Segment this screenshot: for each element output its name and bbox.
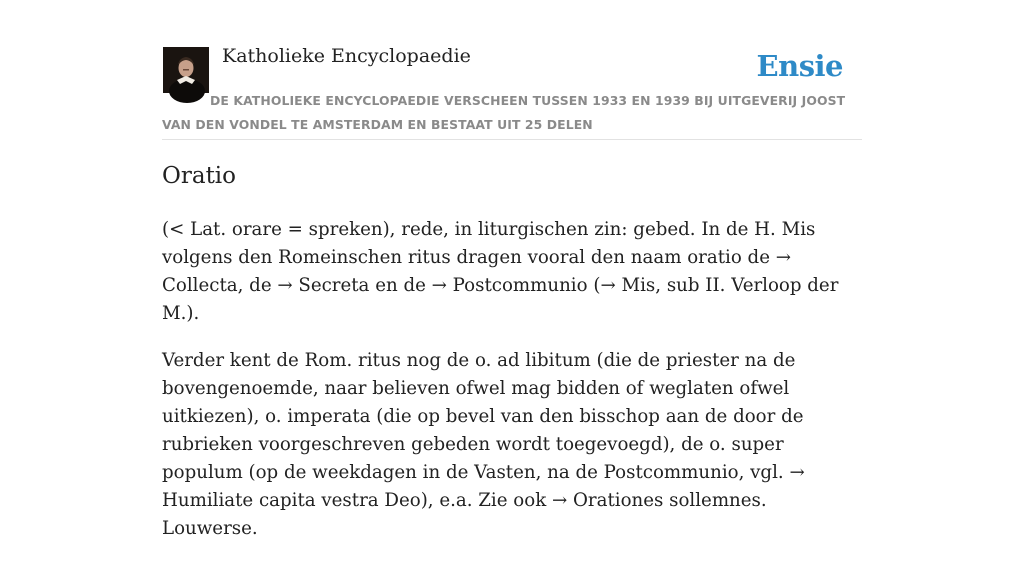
paragraph-text: ), e.a. Zie ook [420,490,552,511]
paragraph-text: en de [369,275,432,296]
crossref-link-orationes[interactable]: → Orationes sollemnes [552,490,761,511]
paragraph-text: , de [237,275,278,296]
paragraph-text: . Louwerse. [162,490,767,539]
article-paragraph [162,216,864,328]
article-paragraph [162,347,864,543]
article-headword: Oratio [162,163,237,189]
crossref-link-mis[interactable]: → Mis [600,275,656,296]
paragraph-text: (< Lat. orare = spreken), rede, in liturgischen zin: gebed. In de H. Mis volgens den Romeinschen ritus dragen vooral den naam oratio de [162,219,816,268]
portrait-avatar-icon[interactable] [163,47,209,93]
crossref-link-collecta[interactable]: → Collecta [162,247,791,296]
paragraph-text: , sub II. Verloop der M.). [162,275,839,324]
paragraph-text: ( [587,275,601,296]
article-body [162,216,864,562]
brand-logo[interactable]: Ensie [756,49,843,83]
divider [162,139,862,140]
encyclopedia-description: DE KATHOLIEKE ENCYCLOPAEDIE VERSCHEEN TUSSEN 1933 EN 1939 BIJ UITGEVERIJ JOOST VAN DEN VONDEL TE AMSTERDAM EN BESTAAT UIT 25 DELEN [162,93,846,132]
crossref-link-secreta[interactable]: → Secreta [277,275,370,296]
crossref-link-postcommunio[interactable]: → Postcommunio [431,275,588,296]
crossref-link-humiliate[interactable]: → Humiliate capita vestra Deo [162,462,805,511]
site-title[interactable]: Katholieke Encyclopaedie [222,45,471,67]
paragraph-text: Verder kent de Rom. ritus nog de o. ad libitum (die de priester na de bovengenoemde, naar believen ofwel mag bidden of weglaten ofwel uitkiezen), o. imperata (die op bevel van den bisschop aan de door de rubrieken voorgeschreven gebeden wordt toegevoegd), de o. super populum (op de weekdagen in de Vasten, na de Postcommunio, vgl. [162,350,804,483]
